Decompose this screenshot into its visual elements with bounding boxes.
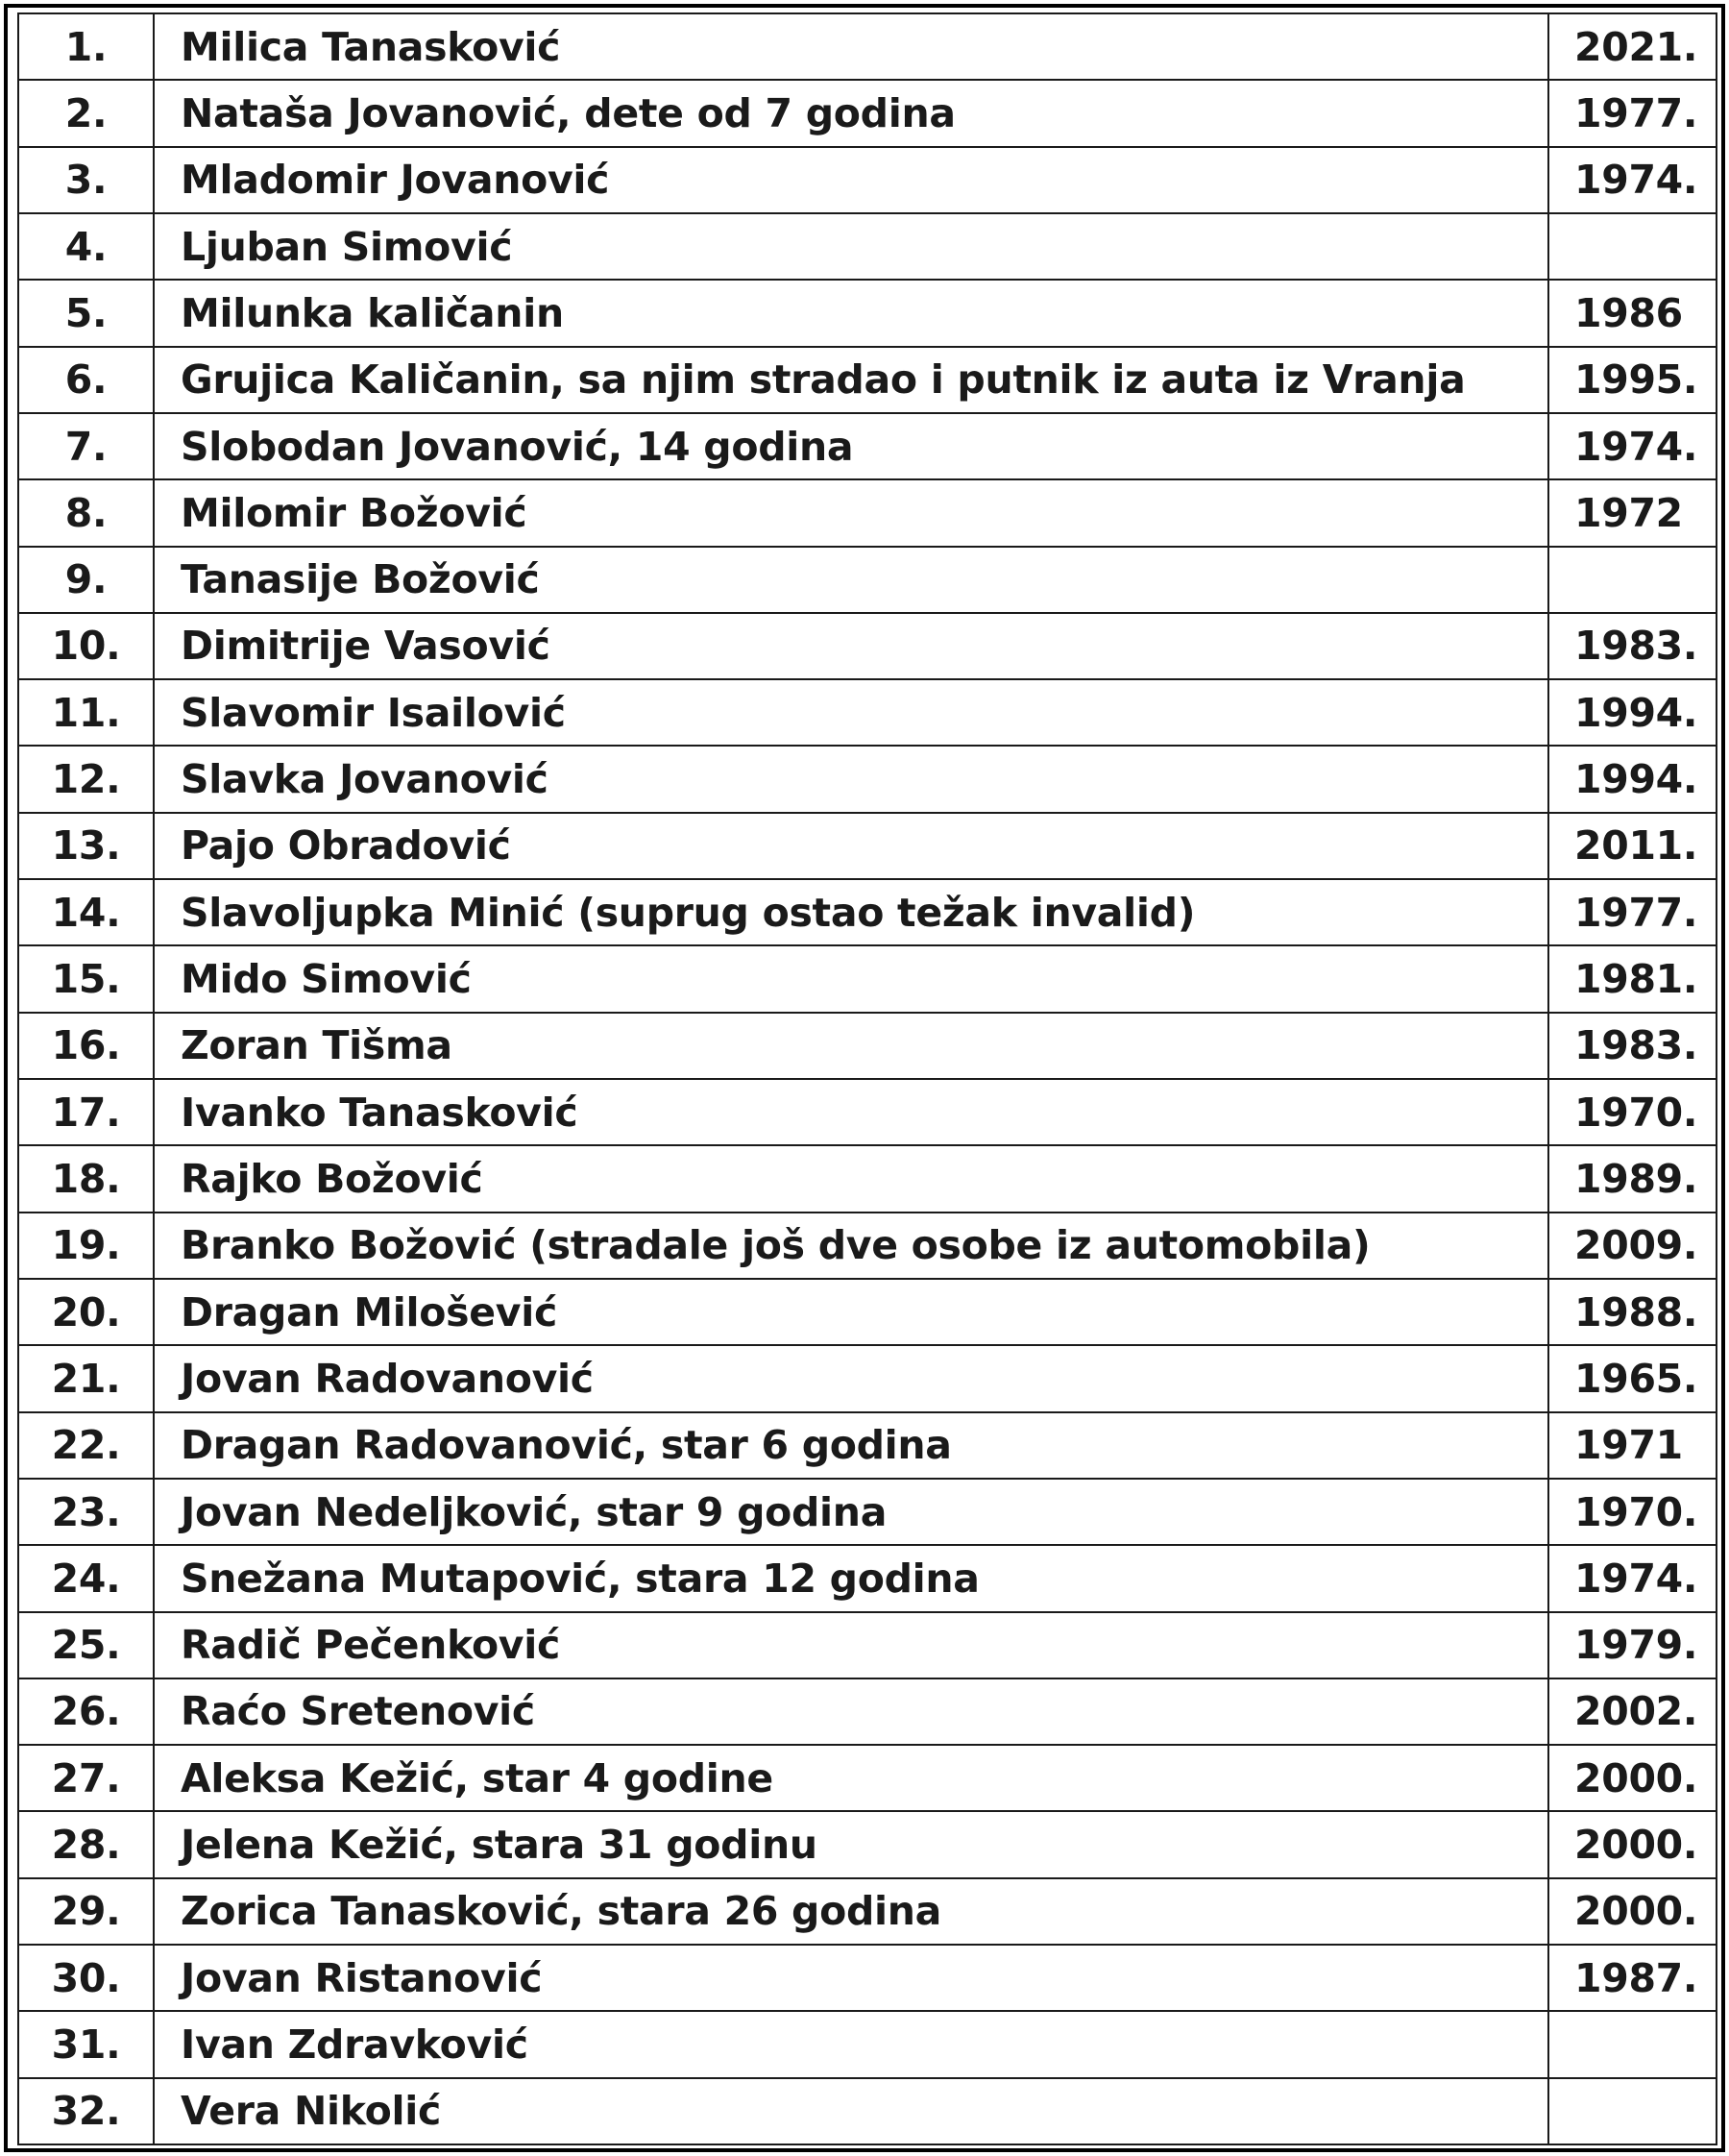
year-cell: 1971 — [1548, 1412, 1717, 1479]
year-cell: 1979. — [1548, 1612, 1717, 1678]
row-number: 11. — [18, 679, 154, 746]
row-number: 5. — [18, 280, 154, 346]
row-number: 17. — [18, 1079, 154, 1145]
table-body — [18, 13, 1717, 2144]
row-number: 23. — [18, 1479, 154, 1545]
row-number: 30. — [18, 1945, 154, 2011]
table-row — [18, 1412, 1717, 1479]
row-number: 20. — [18, 1279, 154, 1345]
year-cell: 2011. — [1548, 813, 1717, 879]
person-name: Milica Tanasković — [154, 13, 1548, 80]
row-number: 14. — [18, 879, 154, 945]
person-name: Aleksa Kežić, star 4 godine — [154, 1745, 1548, 1811]
table-row — [18, 679, 1717, 746]
year-cell: 1994. — [1548, 679, 1717, 746]
person-name: Raćo Sretenović — [154, 1678, 1548, 1745]
person-name: Mladomir Jovanović — [154, 147, 1548, 213]
year-cell — [1548, 547, 1717, 613]
table-row — [18, 213, 1717, 280]
year-cell: 2009. — [1548, 1213, 1717, 1279]
table-row — [18, 1145, 1717, 1212]
row-number: 25. — [18, 1612, 154, 1678]
table-row — [18, 879, 1717, 945]
table-row — [18, 413, 1717, 479]
person-name: Jovan Radovanović — [154, 1345, 1548, 1411]
person-name: Dragan Milošević — [154, 1279, 1548, 1345]
year-cell: 1995. — [1548, 347, 1717, 413]
year-cell: 1974. — [1548, 413, 1717, 479]
person-name: Snežana Mutapović, stara 12 godina — [154, 1545, 1548, 1611]
table-row — [18, 80, 1717, 146]
table-row — [18, 13, 1717, 80]
person-name: Dimitrije Vasović — [154, 613, 1548, 679]
year-cell: 1974. — [1548, 147, 1717, 213]
row-number: 10. — [18, 613, 154, 679]
year-cell: 2000. — [1548, 1878, 1717, 1945]
person-name: Ljuban Simović — [154, 213, 1548, 280]
row-number: 2. — [18, 80, 154, 146]
person-name: Ivan Zdravković — [154, 2011, 1548, 2077]
table-row — [18, 1878, 1717, 1945]
row-number: 21. — [18, 1345, 154, 1411]
row-number: 3. — [18, 147, 154, 213]
year-cell: 1977. — [1548, 80, 1717, 146]
year-cell: 1981. — [1548, 945, 1717, 1012]
year-cell: 2021. — [1548, 13, 1717, 80]
row-number: 1. — [18, 13, 154, 80]
table-row — [18, 613, 1717, 679]
year-cell — [1548, 2078, 1717, 2144]
row-number: 12. — [18, 746, 154, 812]
row-number: 22. — [18, 1412, 154, 1479]
person-name: Pajo Obradović — [154, 813, 1548, 879]
row-number: 8. — [18, 479, 154, 546]
person-name: Nataša Jovanović, dete od 7 godina — [154, 80, 1548, 146]
row-number: 13. — [18, 813, 154, 879]
person-name: Slavomir Isailović — [154, 679, 1548, 746]
person-name: Jelena Kežić, stara 31 godinu — [154, 1811, 1548, 1877]
table-row — [18, 347, 1717, 413]
person-name: Rajko Božović — [154, 1145, 1548, 1212]
victims-table — [17, 12, 1717, 2145]
person-name: Slobodan Jovanović, 14 godina — [154, 413, 1548, 479]
table-row — [18, 1811, 1717, 1877]
row-number: 4. — [18, 213, 154, 280]
row-number: 15. — [18, 945, 154, 1012]
year-cell: 1972 — [1548, 479, 1717, 546]
table-row — [18, 813, 1717, 879]
table-row — [18, 1345, 1717, 1411]
year-cell: 1987. — [1548, 1945, 1717, 2011]
table-row — [18, 945, 1717, 1012]
year-cell: 1989. — [1548, 1145, 1717, 1212]
year-cell: 1994. — [1548, 746, 1717, 812]
year-cell: 1983. — [1548, 613, 1717, 679]
table-row — [18, 2078, 1717, 2144]
table-row — [18, 1945, 1717, 2011]
row-number: 16. — [18, 1013, 154, 1079]
table-row — [18, 479, 1717, 546]
table-row — [18, 1745, 1717, 1811]
year-cell — [1548, 213, 1717, 280]
table-row — [18, 1545, 1717, 1611]
person-name: Branko Božović (stradale još dve osobe iz automobila) — [154, 1213, 1548, 1279]
year-cell: 2000. — [1548, 1745, 1717, 1811]
year-cell: 1983. — [1548, 1013, 1717, 1079]
person-name: Jovan Ristanović — [154, 1945, 1548, 2011]
row-number: 24. — [18, 1545, 154, 1611]
table-row — [18, 1079, 1717, 1145]
table-row — [18, 547, 1717, 613]
table-row — [18, 1612, 1717, 1678]
table-row — [18, 1213, 1717, 1279]
row-number: 32. — [18, 2078, 154, 2144]
person-name: Vera Nikolić — [154, 2078, 1548, 2144]
row-number: 7. — [18, 413, 154, 479]
person-name: Radič Pečenković — [154, 1612, 1548, 1678]
row-number: 18. — [18, 1145, 154, 1212]
year-cell: 2000. — [1548, 1811, 1717, 1877]
table-row — [18, 147, 1717, 213]
person-name: Zoran Tišma — [154, 1013, 1548, 1079]
row-number: 26. — [18, 1678, 154, 1745]
year-cell: 1970. — [1548, 1079, 1717, 1145]
person-name: Dragan Radovanović, star 6 godina — [154, 1412, 1548, 1479]
person-name: Zorica Tanasković, stara 26 godina — [154, 1878, 1548, 1945]
year-cell: 1965. — [1548, 1345, 1717, 1411]
row-number: 29. — [18, 1878, 154, 1945]
row-number: 28. — [18, 1811, 154, 1877]
row-number: 19. — [18, 1213, 154, 1279]
table-row — [18, 1279, 1717, 1345]
year-cell: 2002. — [1548, 1678, 1717, 1745]
year-cell: 1988. — [1548, 1279, 1717, 1345]
table-row — [18, 1013, 1717, 1079]
year-cell: 1974. — [1548, 1545, 1717, 1611]
person-name: Grujica Kaličanin, sa njim stradao i putnik iz auta iz Vranja — [154, 347, 1548, 413]
row-number: 9. — [18, 547, 154, 613]
person-name: Ivanko Tanasković — [154, 1079, 1548, 1145]
table-row — [18, 746, 1717, 812]
row-number: 31. — [18, 2011, 154, 2077]
row-number: 27. — [18, 1745, 154, 1811]
year-cell: 1977. — [1548, 879, 1717, 945]
row-number: 6. — [18, 347, 154, 413]
table-row — [18, 1678, 1717, 1745]
person-name: Milomir Božović — [154, 479, 1548, 546]
table-row — [18, 1479, 1717, 1545]
person-name: Jovan Nedeljković, star 9 godina — [154, 1479, 1548, 1545]
table-row — [18, 280, 1717, 346]
person-name: Milunka kaličanin — [154, 280, 1548, 346]
year-cell — [1548, 2011, 1717, 2077]
year-cell: 1970. — [1548, 1479, 1717, 1545]
person-name: Slavoljupka Minić (suprug ostao težak invalid) — [154, 879, 1548, 945]
table-row — [18, 2011, 1717, 2077]
person-name: Tanasije Božović — [154, 547, 1548, 613]
person-name: Slavka Jovanović — [154, 746, 1548, 812]
person-name: Mido Simović — [154, 945, 1548, 1012]
year-cell: 1986 — [1548, 280, 1717, 346]
